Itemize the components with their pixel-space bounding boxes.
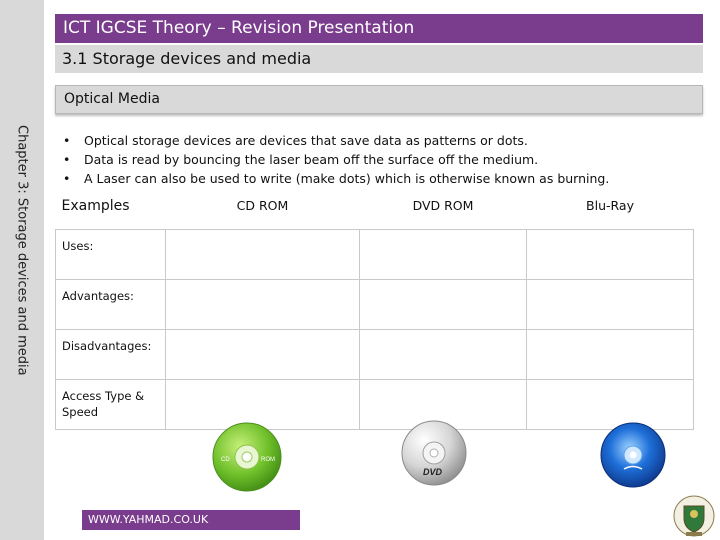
- cd-rom-disc-icon: [212, 422, 282, 492]
- table-cell[interactable]: [166, 230, 360, 280]
- table-row: [56, 380, 694, 430]
- row-label-uses: Uses:: [56, 230, 166, 280]
- table-row: [56, 280, 694, 330]
- page-subtitle: 3.1 Storage devices and media: [55, 45, 703, 73]
- bullet-text: Optical storage devices are devices that save data as patterns or dots.: [84, 133, 528, 148]
- table-cell[interactable]: [360, 230, 527, 280]
- table-cell[interactable]: [166, 280, 360, 330]
- table-cell[interactable]: [360, 280, 527, 330]
- school-crest-icon: [672, 492, 716, 538]
- dvd-rom-disc-icon: [401, 420, 467, 486]
- table-row: [56, 330, 694, 380]
- bullet-list: [60, 131, 700, 188]
- examples-label: Examples: [61, 198, 130, 214]
- row-label-disadvantages: Disadvantages:: [56, 330, 166, 380]
- column-header-dvd-rom: DVD ROM: [412, 198, 474, 213]
- row-label-advantages: Advantages:: [56, 280, 166, 330]
- blu-ray-disc-icon: [600, 422, 666, 488]
- bullet-glyph: •: [63, 133, 71, 148]
- bullet-item: [60, 150, 700, 169]
- section-title: Optical Media: [55, 85, 703, 114]
- table-cell[interactable]: [360, 330, 527, 380]
- column-header-blu-ray: Blu-Ray: [586, 198, 634, 213]
- column-header-cd-rom: CD ROM: [236, 198, 289, 213]
- table-cell[interactable]: [527, 280, 694, 330]
- dvd-logo-text: DVD: [423, 467, 443, 477]
- table-cell[interactable]: [166, 330, 360, 380]
- bullet-text: Data is read by bouncing the laser beam off the surface off the medium.: [84, 152, 539, 167]
- comparison-table: [55, 192, 694, 430]
- row-label-access-type-speed: Access Type & Speed: [56, 380, 166, 430]
- page-title: ICT IGCSE Theory – Revision Presentation: [55, 14, 703, 43]
- table-row: [56, 230, 694, 280]
- cd-label-right: ROM: [261, 457, 275, 463]
- chapter-label: Chapter 3: Storage devices and media: [14, 125, 30, 376]
- bullet-text: A Laser can also be used to write (make dots) which is otherwise known as burning.: [84, 171, 610, 186]
- table-cell[interactable]: [527, 230, 694, 280]
- bullet-item: [60, 169, 700, 188]
- bullet-glyph: •: [63, 171, 71, 186]
- table-header-row: [56, 192, 694, 230]
- bullet-item: [60, 131, 700, 150]
- table-cell[interactable]: [527, 330, 694, 380]
- cd-label-left: CD: [221, 457, 230, 463]
- footer-url[interactable]: WWW.YAHMAD.CO.UK: [82, 510, 300, 530]
- bullet-glyph: •: [63, 152, 71, 167]
